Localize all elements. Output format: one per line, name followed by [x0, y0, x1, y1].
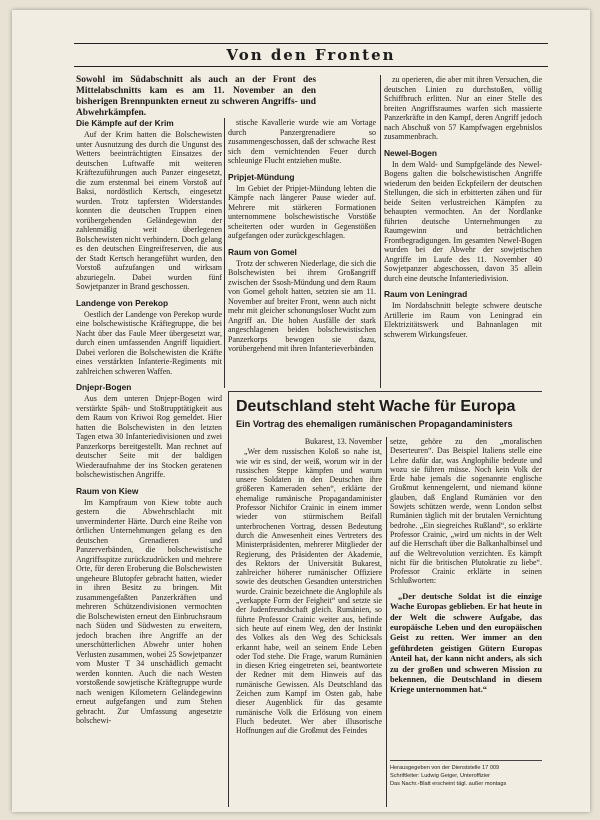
imprint-line-2: Schriftleiter: Ludwig Geiger, Unteroffizier [390, 773, 491, 779]
lead-paragraph: Sowohl im Südabschnitt als auch an der Front des Mittelabschnitts kam es am 11. November an den bisherigen Brennpunkten erneut zu schweren Angriffs- und Abwehrkämpfen. [76, 75, 316, 118]
newspaper-page [12, 10, 590, 812]
masthead-title: Von den Fronten [220, 44, 401, 66]
article-column-1 [236, 437, 382, 805]
section-heading-kiew: Raum von Kiew [76, 485, 139, 496]
section-heading-gomel: Raum von Gomel [228, 246, 297, 257]
article-left-rule [228, 391, 229, 807]
section-text-perekop: Oestlich der Landenge von Perekop wurde eine bolschewistische Kräftegruppe, die bei Nacht über das Faule Meer übergesetzt war, durch einen umfassenden Angriff liquidiert. Dabei verloren die Bolschewisten die Kräfte eines verstärkten Infanterie-Regiments mit zahlreichen schweren Waffen. [76, 309, 222, 376]
masthead [74, 43, 548, 67]
article-text-2: setze, gehöre zu den „moralischen Deserteuren“. Das Beispiel Italiens stelle eine Lehre dafür dar, was Anglophilie bedeute und wozu sie führen müsse. Noch kein Volk der Erde habe jemals die sogenannte englische Großmut kennengelernt, und niemand könne glauben, daß England Rumänien vor den Sowjets schützen werde, wenn London selbst Rumänien täglich mit der brutalen Vernichtung bedrohe. „Ein siegreiches Rußland“, so erklärte Professor Crainic, „wird um nichts in der Welt auf die Herrschaft über die Balkanhalbinsel und auf die Weltrevolution verzichten. Es kämpft nicht für die britischen Plutokratie zu liebe“. Professor Crainic erklärte in seinen Schlußworten: [390, 437, 542, 586]
section-heading-pripjet: Pripjet-Mündung [228, 171, 295, 182]
section-heading-perekop: Landenge von Perekop [76, 297, 169, 308]
article-dateline: Bukarest, 13. November [304, 437, 382, 446]
article-text-1: „Wer dem russischen Koloß so nahe ist, wie wir es sind, der weiß, worum wir in der russischen Steppe kämpfen und warum unsere Soldaten in den Deutschen ihre größeren Kameraden sehen“, erklärte der ehemalige rumänische Propagandaminister Professor Nichifor Crainic in einem immer wieder von stürmischem Beifall unterbrochenen Vortrag, dessen Bedeutung durch die Anwesenheit eines Vertreters des Ministerpräsidenten, mehrerer Mitglieder der Regierung, des Präsidenten der Akademie, des Rektors der Universität Bukarest, zahlreicher höherer rumänischer Offiziere sowie des deutschen Gesandten unterstrichen wurde. Crainic bezeichnete die Anglophile als „verkappte Form der Feigheit“ und setzte sie der Judenfreundschaft gleich. Rumänien, so führte Professor Crainic weiter aus, befinde sich heute auf einem Weg, den der Instinkt des Volkes als den Weg des Schicksals erkannt habe, weil an seinem Ende Leben oder Tod stehe. Die Frage, warum Rumänien in diesen Krieg eingetreten sei, beantwortete der Redner mit dem Hinweis auf das rumänische Gewissen. Als Deutschland das Zeichen zum Kampf im Osten gab, habe dieser Augenblick für das gesamte rumänische Volk die Erlösung von einem Fluch bedeutet. Wer aber illusorische Hoffnungen auf die Großmut des Feindes [236, 447, 382, 736]
section-text-dnjepr: Aus dem unteren Dnjepr-Bogen wird verstärkte Späh- und Stoßtrupptätigkeit aus dem Raum von Kriwoi Rog gemeldet. Hier hatten die Bolschewisten in den letzten Tagen etwa 30 Infanteriedivisionen und zwei Panzerkorps bereitgestellt. Man rechnet auf deutscher Seite mit der baldigen Wiederaufnahme der ins Stocken geratenen bolschewistischen Angriffe. [76, 394, 222, 479]
section-text-newel: In dem Wald- und Sumpfgelände des Newel-Bogens galten die bolschewistischen Angriffe wiederum den beiden Eckpfeilern der deutschen Stellungen, die sich in erbitterten zähen und für beide Seiten verlustreichen Kämpfen zu behaupten vermochten. An der Nordlanke führten deutsche Unternehmungen zu Raumgewinn und beträchtlichen Frontbegradigungen. Im gesamten Newel-Bogen wurden bei der Abwehr der sowjetischen Angriffe im Laufe des 11. November 40 Sowjetpanzer abgeschossen, davon 35 allein durch eine deutsche Infanteriedivision. [384, 159, 542, 283]
article-divider [228, 391, 542, 392]
imprint-line-1: Herausgegeben von der Dienststelle 17 009 [390, 765, 500, 771]
section-text-gomel: Trotz der schweren Niederlage, die sich die Bolschewisten bei ihrem Großangriff zwischen der Ssosh-Mündung und dem Raum von Gomel geholt hatten, setzten sie am 11. November auf breiter Front, wenn auch nicht mehr mit gleicher schonungsloser Wucht zum Angriff an. Die hohen Ausfälle der stark angeschlagenen beiden bolschewistischen Panzerkorps bewogen sie dazu, vorübergehend mit ihren Infanterieverbänden [228, 258, 376, 353]
section-heading-krim: Die Kämpfe auf der Krim [76, 118, 174, 128]
article-subheadline: Ein Vortrag des ehemaligen rumänischen Propagandaministers [236, 419, 513, 429]
section-text-krim: Auf der Krim hatten die Bolschewisten unter Ausnutzung des durch die Ungunst des Wetters beeinträchtigten Einsatzes der deutschen Luftwaffe mit weiteren Kräftezuführungen auch Panzer eingesetzt, die zum erstenmal bei einem Vorstoß auf Baksi, nordöstlich Kertsch, eingesetzt wurden. Trotz tapfersten Widerstandes konnten die deutschen Truppen einen vorübergehenden Geländegewinn der zahlenmäßig weit überlegenen Bolschewisten nicht verhindern. Doch gelang es den deutschen Eingreifreserven, die aus der Stadt Kertsch herangeführt wurden, den Vorstoß aufzufangen und wirksam abzuriegeln. Dabei wurden fünf Sowjetpanzer in Brand geschossen. [76, 130, 222, 291]
section-text-continued: stische Kavallerie wurde wie am Vortage durch Panzergrenadiere so zusammengeschossen, daß der schwache Rest sich dem vernichtenden Feuer durch schleunige Flucht entziehen mußte. [228, 118, 376, 165]
article-column-2 [390, 437, 542, 767]
section-heading-leningrad: Raum von Leningrad [384, 289, 468, 299]
section-text-continued-2: zu operieren, die aber mit ihren Versuchen, die deutschen Linien zu durchstoßen, völlig Schiffbruch erlitten. Nur an einer Stelle des breiten Angriffsraumes warfen sich massierte Panzerkräfte in den Kampf, deren Angriff jedoch nach Abschuß von 57 Kampfwagen ergebnislos zusammenbrach. [384, 75, 542, 141]
section-heading-dnjepr: Dnjepr-Bogen [76, 382, 132, 392]
section-text-kiew: Im Kampfraum von Kiew tobte auch gestern die Abwehrschlacht mit unverminderter Härte. Durch eine Reihe von örtlichen Unternehmungen gelang es den deutschen Grenadieren und Panzerverbänden, die bolschewistische Angriffsspitze zurückzudrücken und mehrere Orte, für deren Eroberung die Bolschewisten ungeheure Blutopfer gebracht hatten, wieder in ihren Besitz zu bringen. Mit zusammengefaßten Panzerkräften und mehreren Schützendivisionen vermochten die Bolschewisten erneut den Einbruchsraum nach Süden und Südwesten zu erweitern, jedoch brachen ihre Angriffe an der unerschütterlichen Abwehr unter hohen Verlusten zusammen, wobei 25 Sowjetpanzer vom Muster T 34 unschädlich gemacht werden konnten. Auch die nach Westen vorstoßende sowjetische Kräftegruppe wurde nach wenigen Kilometern Geländegewinn erneut aufgefangen und zum Stehen gebracht. Zur Umfassung angesetzte bolschewi- [76, 497, 222, 725]
column-1 [76, 118, 222, 808]
column-2 [228, 118, 376, 388]
column-rule-1 [224, 118, 225, 388]
column-rule-2 [380, 75, 381, 388]
article-headline: Deutschland steht Wache für Europa [236, 398, 516, 415]
section-heading-newel: Newel-Bogen [384, 147, 438, 158]
column-3 [384, 75, 542, 387]
article-quote: „Der deutsche Soldat ist die einzige Wache Europas geblieben. Er hat heute in der Welt die schwere Aufgabe, das europäische Leben und den europäischen Geist zu retten. Wer immer an den geführdeten geistigen Gütern Europas Anteil hat, der kann nicht anders, als sich zu der großen und schweren Mission zu bekennen, die Deutschland in diesem Kriege unternommen hat.“ [390, 591, 542, 695]
section-text-leningrad: Im Nordabschnitt belegte schwere deutsche Artillerie im Raum von Leningrad ein Elektrizitätswerk und Bahnanlagen mit schwerem Wirkungsfeuer. [384, 301, 542, 339]
imprint [390, 760, 542, 788]
imprint-line-3: Das Nachr.-Blatt erscheint tägl. außer montags [390, 781, 507, 787]
column-rule-3 [386, 437, 387, 807]
section-text-pripjet: Im Gebiet der Pripjet-Mündung lebten die Kämpfe nach längerer Pause wieder auf. Mehrere mit stärkeren Formationen unternommene bolschewistische Vorstöße scheiterten oder wurden in Gegenstößen aufgefangen oder zurückgeschlagen. [228, 183, 376, 240]
